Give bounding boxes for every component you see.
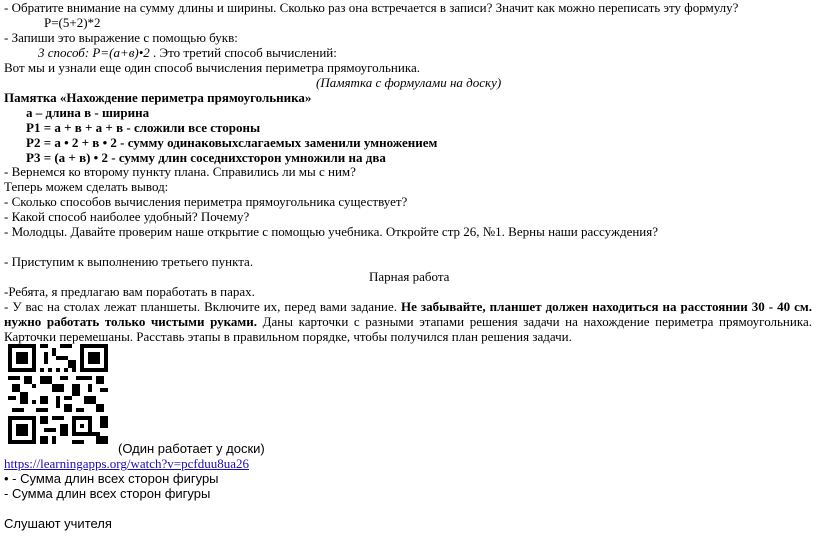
question-convenient: - Какой способ наиболее удобный? Почему? [4, 209, 250, 224]
conclusion-intro: Теперь можем сделать вывод: [4, 179, 169, 194]
plan-question: - Вернемся ко второму пункту плана. Справились ли мы с ним? [4, 164, 356, 179]
formula-numeric: Р=(5+2)*2 [44, 15, 101, 30]
section-heading: Парная работа [369, 269, 450, 284]
board-note: (Памятка с формулами на доску) [316, 75, 502, 90]
tablet-safety-note: Не забывайте, планшет должен находиться на расстоянии 30 - 40 см. нужно работать только чистыми руками. [4, 299, 812, 329]
memo-line-p1: Р1 = а + в + а + в - сложили все стороны [26, 120, 261, 135]
memo-line-p2: Р2 = а • 2 + в • 2 - сумму одинаковыхслагаемых заменили умножением [26, 135, 438, 150]
answer-line-1: • - Сумма длин всех сторон фигуры [4, 471, 219, 486]
textbook-check: - Молодцы. Давайте проверим наше открытие с помощью учебника. Откройте стр 26, №1. Верны наши рассуждения? [4, 224, 659, 239]
learningapps-link[interactable]: https://learningapps.org/watch?v=pcfduu8ua26 [4, 456, 250, 471]
third-point: - Приступим к выполнению третьего пункта. [4, 254, 254, 269]
memo-line-p3: Р3 = (а + в) • 2 - сумму длин соседнихсторон умножили на два [26, 150, 386, 165]
formula-line [38, 45, 337, 60]
statement-text: Вот мы и узнали еще один способ вычисления периметра прямоугольника. [4, 60, 420, 75]
learningapps-link-wrap [4, 456, 249, 471]
pair-work-intro: -Ребята, я предлагаю вам поработать в парах. [4, 284, 255, 299]
question-count: - Сколько способов вычисления периметра прямоугольника существует? [4, 194, 408, 209]
students-listen: Слушают учителя [4, 516, 112, 531]
tablet-task-intro: - У вас на столах лежат планшеты. Включите их, перед вами задание. [4, 299, 402, 314]
formula-note: . Это третий способ вычислений: [149, 45, 337, 60]
instruction-text: - Запиши это выражение с помощью букв: [4, 30, 238, 45]
formula-letters: 3 способ: Р=(а+в)•2 [38, 45, 150, 60]
tablet-task-description: Даны карточки с разными этапами решения задачи на нахождение периметра прямоугольника. Карточки перемешаны. Расставь этапы в правильном порядке, чтобы получился план решения задачи. [4, 314, 812, 344]
answer-line-2: - Сумма длин всех сторон фигуры [4, 486, 211, 501]
memo-line-legend: а – длина в - ширина [26, 105, 150, 120]
memo-title: Памятка «Нахождение периметра прямоугольника» [4, 90, 312, 105]
board-work-note: (Один работает у доски) [118, 441, 265, 456]
tablet-task-paragraph [4, 299, 812, 344]
question-text: - Обратите внимание на сумму длины и ширины. Сколько раз она встречается в записи? Значит как можно переписать эту формулу? [4, 0, 739, 15]
qr-code-image [8, 344, 108, 444]
